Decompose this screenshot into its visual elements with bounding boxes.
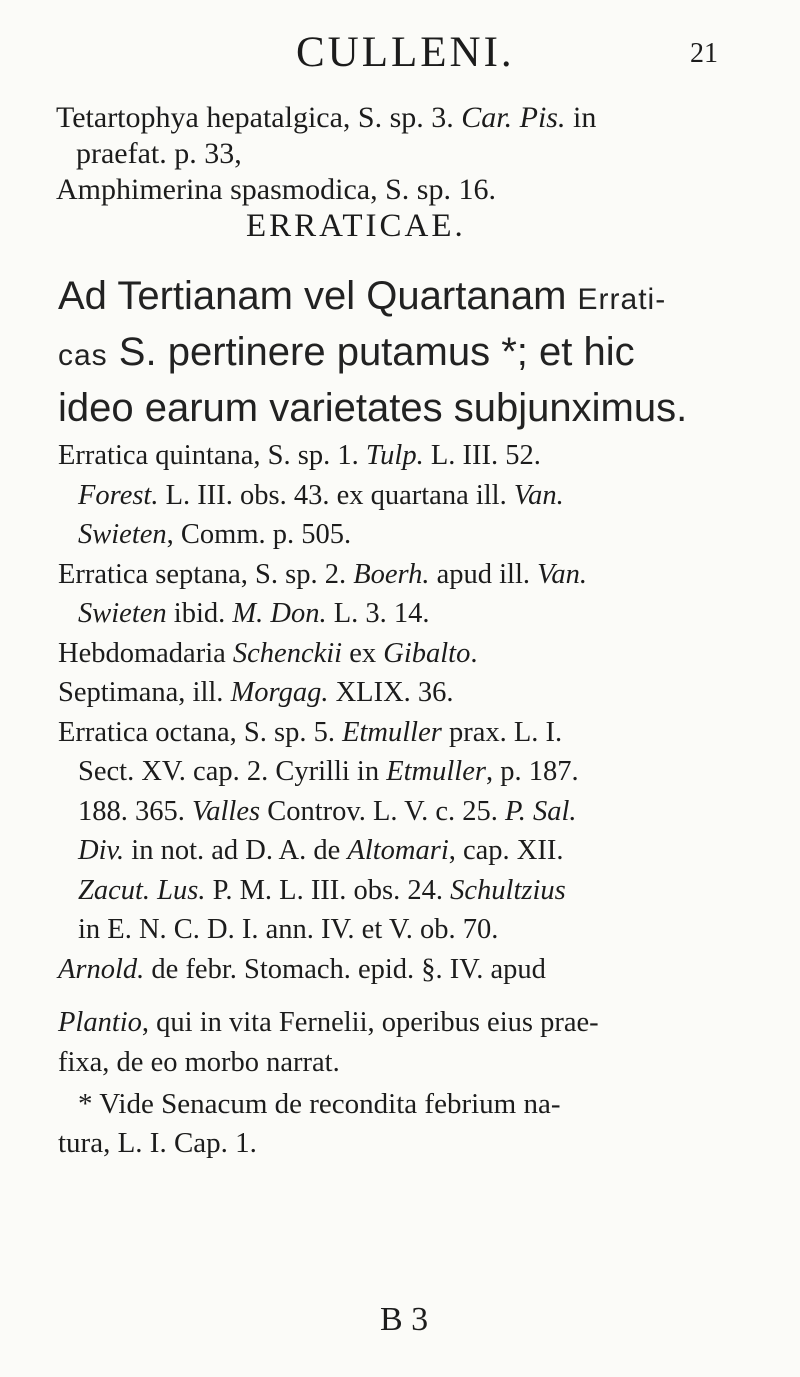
entry-octana: Erratica octana, S. sp. 5. Etmuller prax. L. I. Sect. XV. cap. 2. Cyrilli in Etmuller, p. 187. 188. 365. Valles Controv. L. V. c. 25. P. Sal. Div. in not. ad D. A. de Altomari, cap. XII. Zacut. Lus. P. M. L. III. obs. 24. Schultzius in E. N. C. D. I. ann. IV. et V. ob. 70. Arnold. de febr. Stomach. epid. §. IV. apud [58, 716, 579, 985]
running-head [0, 28, 800, 78]
entry-septimana: Septimana, ill. Morgag. XLIX. 36. [58, 677, 454, 708]
entry-plantio: Plantio, qui in vita Fernelii, operibus eius prae- fixa, de eo morbo narrat. [58, 1007, 599, 1078]
entry-amphimerina: Amphimerina spasmodica, S. sp. 16. [56, 173, 496, 206]
continued-entries [56, 100, 776, 208]
footnote: * Vide Senacum de recondita febrium na- tura, L. I. Cap. 1. [58, 1088, 561, 1159]
entry-quintana: Erratica quintana, S. sp. 1. Tulp. L. III. 52. Forest. L. III. obs. 43. ex quartana ill. Van. Swieten, Comm. p. 505. [58, 440, 564, 550]
intro-paragraph: Ad Tertianam vel Quartanam Errati- cas S. pertinere putamus *; et hic ideo earum varietates subjunximus. [58, 274, 688, 430]
running-head-title: CULLENI. [296, 29, 515, 76]
erratica-list [58, 436, 782, 1082]
page-number: 21 [690, 38, 718, 69]
entry-tetartophya: Tetartophya hepatalgica, S. sp. 3. Car. Pis. in [56, 101, 597, 134]
signature-mark: B 3 [380, 1301, 429, 1338]
entry-septana: Erratica septana, S. sp. 2. Boerh. apud ill. Van. Swieten ibid. M. Don. L. 3. 14. [58, 558, 587, 629]
entry-hebdomadaria: Hebdomadaria Schenckii ex Gibalto. [58, 637, 478, 669]
entry-tetartophya-cont: praefat. p. 33, [76, 137, 242, 170]
section-heading: ERRATICAE. [246, 208, 466, 244]
